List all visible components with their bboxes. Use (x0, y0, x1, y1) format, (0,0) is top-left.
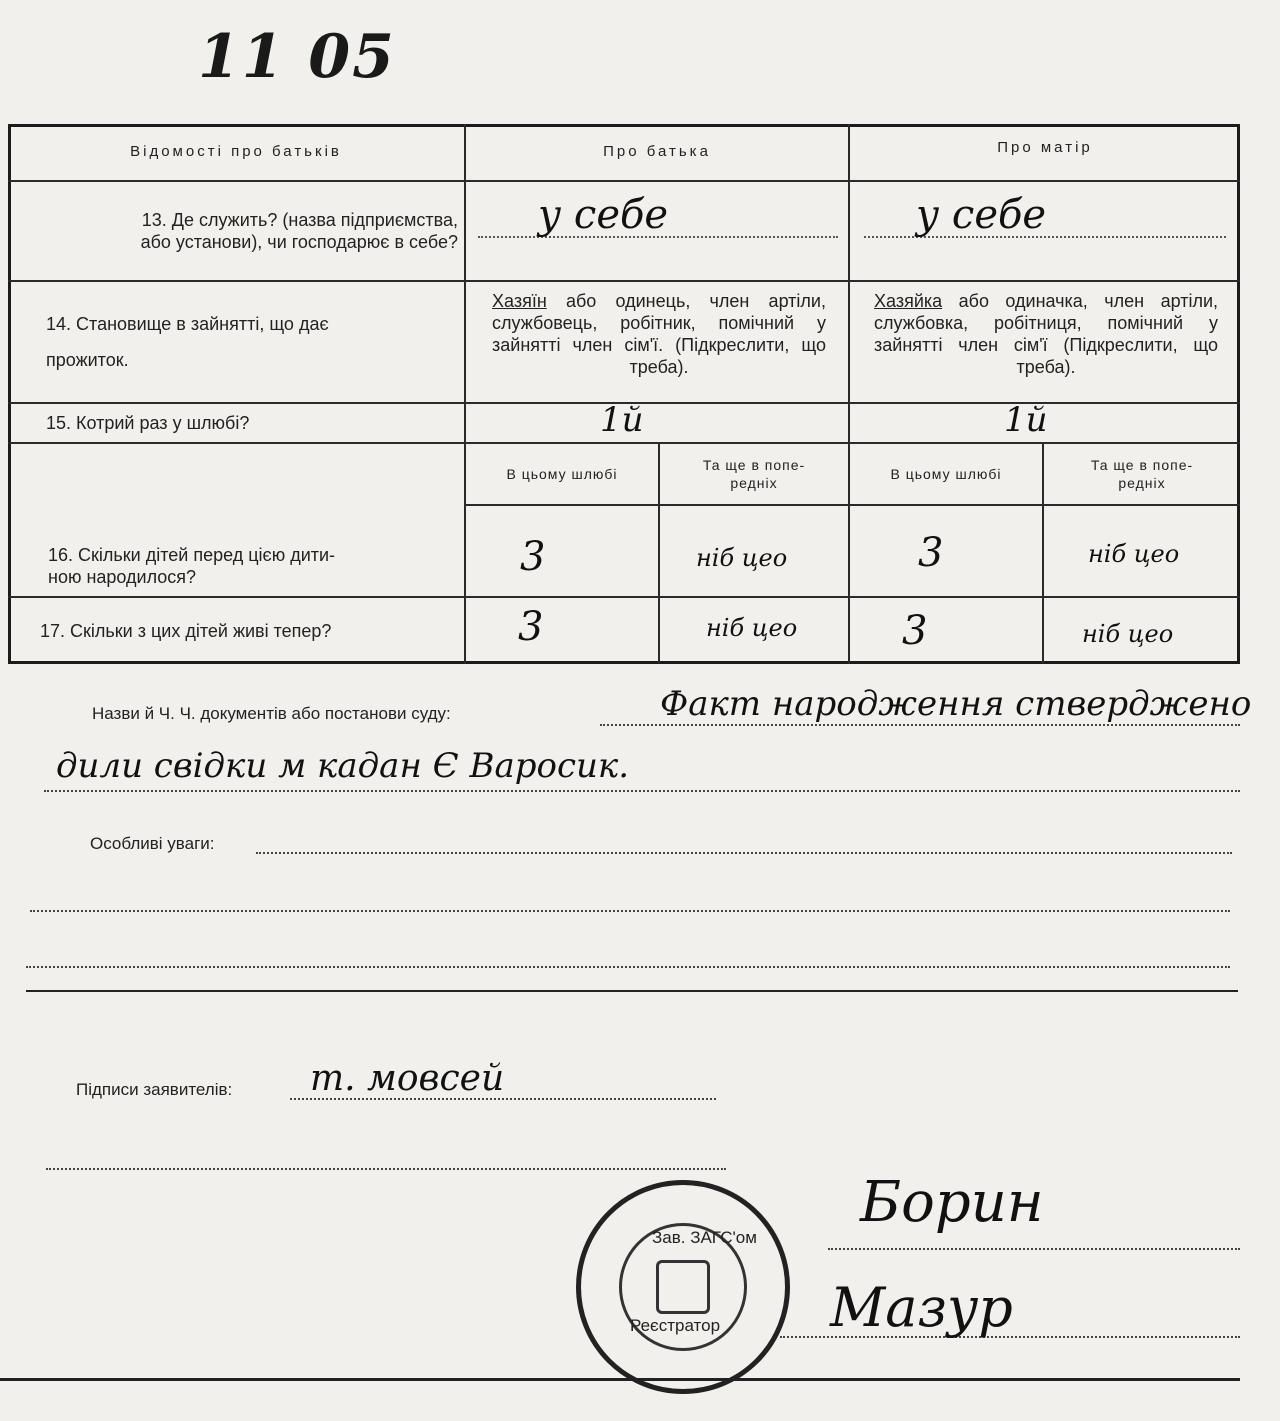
documents-value-line1: Факт народження стверджено (660, 684, 1252, 724)
documents-value-line2: дили свідки м кадан Є Варосик. (56, 746, 630, 786)
applicants-signature: т. мовсей (310, 1058, 505, 1099)
row13-label-line1: 13. Де служить? (назва підприємства, (141, 210, 458, 230)
subheader-line1: Та ще в попе- (1090, 457, 1194, 473)
row-divider (466, 504, 1240, 506)
row16-label (8, 506, 464, 596)
documents-label: Назви й Ч. Ч. документів або постанови суду: (92, 704, 451, 723)
row16-mother-this: 3 (918, 530, 944, 576)
row16-label-line1: 16. Скільки дітей перед цією дити- (48, 545, 336, 565)
row14-mother-options (860, 284, 1232, 400)
subheader-father-previous (660, 444, 848, 504)
section-divider (26, 990, 1238, 992)
row16-label-line2: ною народилося? (48, 567, 197, 587)
subheader-line2: редніх (1118, 475, 1166, 491)
row13-father-value: у себе (538, 192, 669, 238)
row15-label: 15. Котрий раз у шлюбі? (46, 413, 250, 433)
remarks-fill-line-1 (256, 852, 1232, 854)
row16-father-this: 3 (520, 534, 546, 580)
row17-mother-prev: ніб цео (1082, 620, 1174, 648)
remarks-fill-line-3 (26, 966, 1230, 968)
header-parents-info: Відомості про батьків (130, 143, 342, 160)
row14-mother-options-text: або одиначка, член артіли, службовка, робітниця, помічний у зайнятті член сім'ї (Підкреслити, що треба). (874, 291, 1218, 377)
applicants-fill-line-2 (46, 1168, 726, 1170)
remarks-label: Особливі уваги: (90, 834, 215, 853)
applicants-label: Підписи заявителів: (76, 1080, 233, 1099)
row14-mother-selected: Хазяйка (874, 291, 943, 311)
row16-mother-prev: ніб цео (1088, 540, 1180, 568)
row16-father-prev: ніб цео (696, 544, 788, 572)
row15-father-value: 1й (600, 400, 644, 440)
header-father: Про батька (603, 143, 711, 160)
official-seal (576, 1180, 790, 1394)
parents-info-table (8, 124, 1240, 664)
row17-label: 17. Скільки з цих дітей живі тепер? (40, 621, 332, 641)
column-divider (848, 124, 850, 664)
row17-mother-this: 3 (902, 608, 928, 654)
registrar-signature: Мазур (830, 1276, 1013, 1339)
zags-head-fill-line (828, 1248, 1240, 1250)
zags-head-label: Зав. ЗАГС'ом (652, 1228, 757, 1247)
row14-father-options-text: або одинець, член артіли, службовець, робітник, помічний у зайнятті член сім'ї. (Підкреслити, що треба). (492, 291, 826, 377)
documents-fill-line-1 (600, 724, 1240, 726)
row17-father-this: 3 (518, 604, 544, 650)
subheader-father-this: В цьому шлюбі (506, 466, 618, 482)
subheader-line2: редніх (730, 475, 778, 491)
row15-mother-value: 1й (1004, 400, 1048, 440)
row14-father-selected: Хазяїн (492, 291, 547, 311)
row14-label-line2: прожиток. (46, 350, 129, 370)
registrar-label: Реєстратор (630, 1316, 721, 1335)
row13-label (8, 182, 464, 280)
subheader-mother-this: В цьому шлюбі (890, 466, 1002, 482)
row14-father-options (478, 284, 840, 400)
row13-mother-value: у себе (916, 192, 1047, 238)
row14-label-line1: 14. Становище в зайнятті, що дає (46, 314, 329, 334)
remarks-fill-line-2 (30, 910, 1230, 912)
row13-label-line2: або установи), чи господарює в себе? (140, 232, 458, 252)
row17-father-prev: ніб цео (706, 614, 798, 642)
subheader-line1: Та ще в попе- (702, 457, 806, 473)
column-divider (464, 124, 466, 664)
header-mother: Про матір (997, 139, 1093, 156)
row14-label (8, 282, 464, 402)
documents-fill-line-2 (44, 790, 1240, 792)
seal-emblem (656, 1260, 710, 1314)
page-bottom-rule (0, 1378, 1240, 1381)
zags-head-signature: Борин (860, 1170, 1044, 1235)
page-number: 11 05 (198, 22, 396, 92)
subheader-mother-previous (1044, 444, 1240, 504)
